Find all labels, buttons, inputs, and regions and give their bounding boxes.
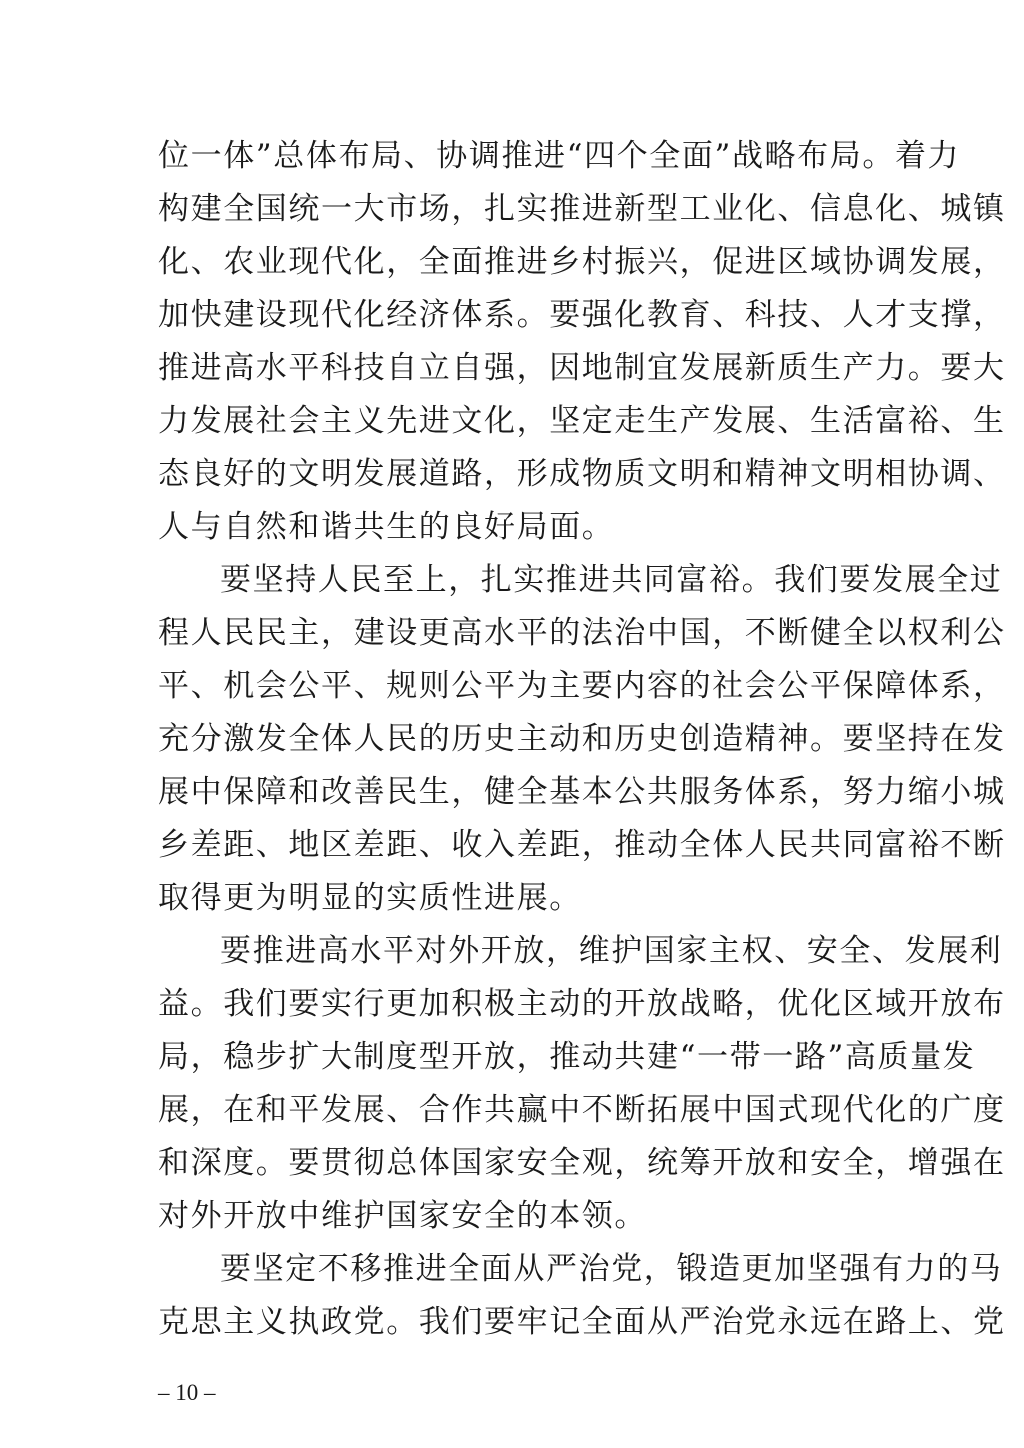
text-line: 程人民民主，建设更高水平的法治中国，不断健全以权利公 — [158, 615, 1006, 651]
text-line: 充分激发全体人民的历史主动和历史创造精神。要坚持在发 — [158, 721, 1006, 757]
text-line: 乡差距、地区差距、收入差距，推动全体人民共同富裕不断 — [158, 827, 1006, 863]
text-line: 益。我们要实行更加积极主动的开放战略，优化区域开放布 — [158, 986, 1006, 1022]
text-line: 局，稳步扩大制度型开放，推动共建“一带一路”高质量发 — [158, 1039, 976, 1075]
text-line-paragraph-end: 取得更为明显的实质性进展。 — [158, 880, 582, 916]
text-line-paragraph-start: 要坚定不移推进全面从严治党，锻造更加坚强有力的马 — [220, 1251, 1003, 1287]
text-line-paragraph-start: 要坚持人民至上，扎实推进共同富裕。我们要发展全过 — [220, 562, 1003, 598]
text-line: 位一体”总体布局、协调推进“四个全面”战略布局。着力 — [158, 138, 961, 174]
text-line: 平、机会公平、规则公平为主要内容的社会公平保障体系， — [158, 668, 1006, 704]
text-line: 和深度。要贯彻总体国家安全观，统筹开放和安全，增强在 — [158, 1145, 1006, 1181]
text-line: 化、农业现代化，全面推进乡村振兴，促进区域协调发展， — [158, 244, 1006, 280]
text-line: 展中保障和改善民生，健全基本公共服务体系，努力缩小城 — [158, 774, 1006, 810]
page-number: – 10 – — [158, 1380, 216, 1405]
text-line-paragraph-end: 对外开放中维护国家安全的本领。 — [158, 1198, 647, 1234]
text-line: 力发展社会主义先进文化，坚定走生产发展、生活富裕、生 — [158, 403, 1006, 439]
text-line-paragraph-end: 人与自然和谐共生的良好局面。 — [158, 509, 615, 545]
body-text — [158, 130, 1006, 1349]
text-line: 推进高水平科技自立自强，因地制宜发展新质生产力。要大 — [158, 350, 1006, 386]
text-line: 加快建设现代化经济体系。要强化教育、科技、人才支撑， — [158, 297, 1006, 333]
text-line-paragraph-start: 要推进高水平对外开放，维护国家主权、安全、发展利 — [220, 933, 1003, 969]
text-line: 态良好的文明发展道路，形成物质文明和精神文明相协调、 — [158, 456, 1006, 492]
text-line: 构建全国统一大市场，扎实推进新型工业化、信息化、城镇 — [158, 191, 1006, 227]
text-line: 展，在和平发展、合作共赢中不断拓展中国式现代化的广度 — [158, 1092, 1006, 1128]
text-line: 克思主义执政党。我们要牢记全面从严治党永远在路上、党 — [158, 1304, 1006, 1340]
